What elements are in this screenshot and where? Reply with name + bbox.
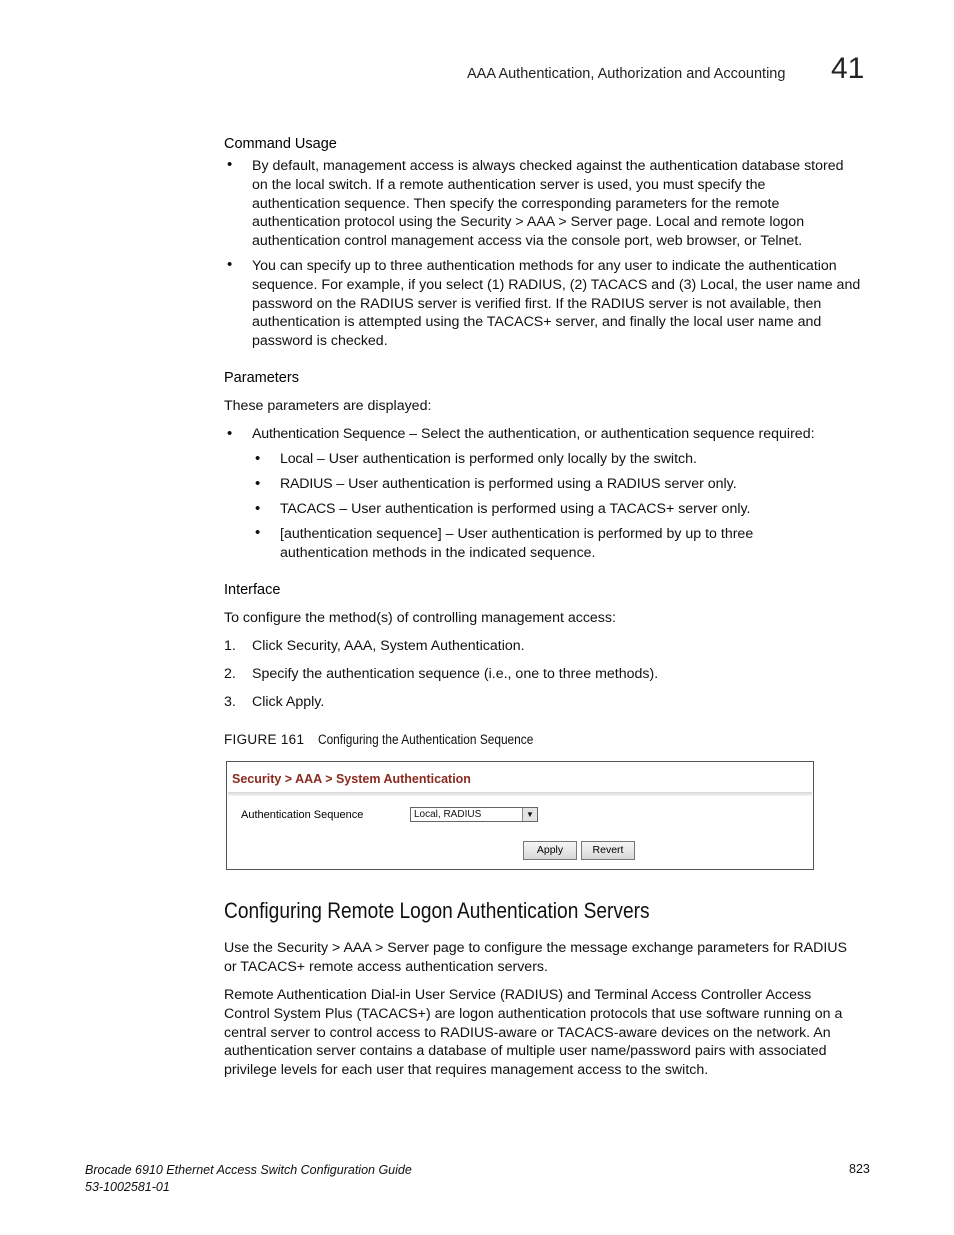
auth-sequence-value: Local, RADIUS <box>414 809 482 820</box>
figure-title: Configuring the Authentication Sequence <box>318 732 534 747</box>
running-header-title: AAA Authentication, Authorization and Accounting <box>467 66 786 82</box>
param-item-local: • Local – User authentication is performed only locally by the switch. <box>255 450 697 467</box>
bullet-icon: • <box>255 475 261 492</box>
auth-sequence-term: Authentication Sequence <box>252 426 406 442</box>
section-paragraph-2: Remote Authentication Dial-in User Service (RADIUS) and Terminal Access Controller Access Control System Plus (TACACS+) are logon authentication protocols that use software running on a central server to control access to RADIUS-aware or TACACS-aware devices on the network. An authentication server contains a database of multiple user name/password pairs with associated privilege levels for each user that requires management access to the switch. <box>224 987 843 1079</box>
chevron-down-icon[interactable]: ▼ <box>522 808 537 821</box>
auth-sequence-select[interactable] <box>410 807 538 822</box>
section-paragraph-1: Use the Security > AAA > Server page to configure the message exchange parameters for RADIUS or TACACS+ remote access authentication servers. <box>224 940 848 975</box>
bullet-icon: • <box>255 450 261 467</box>
footer-doc-number: 53-1002581-01 <box>85 1180 170 1194</box>
figure-label: FIGURE 161 <box>224 732 305 747</box>
footer-page-number: 823 <box>849 1162 870 1176</box>
command-usage-bullet-2: • You can specify up to three authentication methods for any user to indicate the authentication sequence. For example, if you select (1) RADIUS, (2) TACACS and (3) Local, the user name and password on the RADIUS server is verified first. If the RADIUS server is not available, then authentication is attempted using the TACACS+ server, and finally the local user name and password is checked. <box>227 256 861 350</box>
apply-button[interactable]: Apply <box>523 841 577 860</box>
parameters-heading: Parameters <box>224 370 299 386</box>
bullet-icon: • <box>255 524 261 541</box>
revert-button[interactable]: Revert <box>581 841 635 860</box>
bullet-icon: • <box>255 500 261 517</box>
footer-guide-title: Brocade 6910 Ethernet Access Switch Configuration Guide <box>85 1163 412 1177</box>
step-3: 3. Click Apply. <box>224 694 325 710</box>
parameters-intro: These parameters are displayed: <box>224 398 432 414</box>
interface-intro: To configure the method(s) of controlling management access: <box>224 610 616 626</box>
step-1: 1. Click Security, AAA, System Authentication. <box>224 638 525 654</box>
panel-breadcrumb: Security > AAA > System Authentication <box>232 772 471 786</box>
param-item-tacacs: • TACACS – User authentication is performed using a TACACS+ server only. <box>255 500 751 517</box>
step-2: 2. Specify the authentication sequence (i.e., one to three methods). <box>224 666 659 682</box>
param-item-sequence: • [authentication sequence] – User authentication is performed by up to three authentication methods in the indicated sequence. <box>255 524 754 561</box>
section-heading: Configuring Remote Logon Authentication Servers <box>224 898 650 923</box>
bullet-icon: • <box>227 256 233 273</box>
footer-guide-info <box>85 1162 412 1196</box>
command-usage-heading: Command Usage <box>224 136 337 152</box>
auth-sequence-bullet: • Authentication Sequence – Select the authentication, or authentication sequence required: <box>227 425 815 442</box>
chapter-number: 41 <box>831 52 865 85</box>
figure-caption <box>224 732 563 747</box>
auth-sequence-label: Authentication Sequence <box>241 809 364 821</box>
param-item-radius: • RADIUS – User authentication is performed using a RADIUS server only. <box>255 475 737 492</box>
interface-heading: Interface <box>224 582 281 598</box>
bullet-icon: • <box>227 156 233 173</box>
bullet-icon: • <box>227 425 233 442</box>
command-usage-bullet-1: • By default, management access is always checked against the authentication database stored on the local switch. If a remote authentication server is used, you must specify the authentication sequence. Then specify the corresponding parameters for the remote authentication protocol using the Security > AAA > Server page. Local and remote logon authentication control management access via the console port, web browser, or Telnet. <box>227 156 844 250</box>
system-authentication-panel <box>226 761 814 870</box>
panel-divider <box>228 792 812 796</box>
